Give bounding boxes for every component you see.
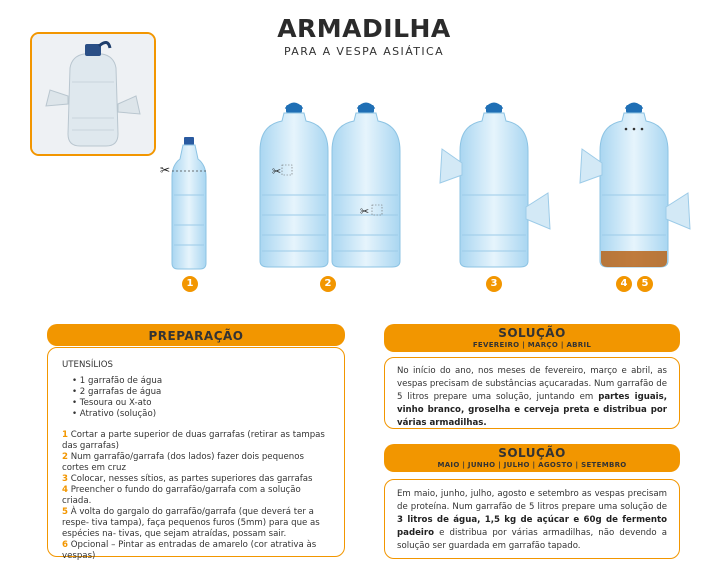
solution1-header (384, 324, 680, 352)
steps-list (62, 430, 330, 562)
preparation-box (47, 347, 345, 561)
solution2-text: Em maio, junho, julho, agosto e setembro as vespas precisam de proteína. Num garrafão de 5 litros prepare uma solução de 3 litros de água, 1,5 kg de açúcar e 60g de fermento padeiro e distribua por várias armadilhas, não devendo a solução ser guardada em garrafão tapado. (397, 489, 667, 551)
solution2-months: MAIO | JUNHO | JULHO | AGOSTO | SETEMBRO (437, 461, 627, 469)
page-subtitle: PARA A VESPA ASIÁTICA (283, 45, 445, 58)
prep-step: 4 Preencher o fundo do garrafão/garrafa com a solução criada. (62, 485, 301, 506)
step-number-4: 4 (616, 276, 632, 292)
trap-photo-image (32, 34, 154, 154)
prep-step: 1 Cortar a parte superior de duas garrafas (retirar as tampas das garrafas) (62, 430, 325, 451)
tool-item: • Atrativo (solução) (72, 409, 157, 419)
tool-item: • 2 garrafas de água (72, 387, 162, 397)
tool-item: • Tesoura ou X-ato (72, 398, 152, 408)
step-number-5: 5 (637, 276, 653, 292)
step2b-scissors-icon: ✂ (360, 205, 370, 218)
step1-bottle (160, 137, 208, 269)
step2b-jug (332, 104, 400, 267)
prep-step: 6 Opcional – Pintar as entradas de amarelo (cor atrativa às vespas) (62, 540, 317, 561)
preparation-header (47, 324, 345, 346)
tool-item: • 1 garrafão de água (72, 376, 163, 386)
step2-jug (260, 104, 328, 267)
step-number-2: 2 (320, 276, 336, 292)
step-number-3: 3 (486, 276, 502, 292)
solution1-box (384, 357, 680, 429)
solution2-header (384, 444, 680, 472)
preparation-title: PREPARAÇÃO (148, 329, 244, 343)
page-title: ARMADILHA (277, 14, 451, 43)
step3-jug (440, 104, 550, 267)
prep-step: 2 Num garrafão/garrafa (dos lados) fazer dois pequenos cortes em cruz (62, 452, 304, 473)
solution1-title: SOLUÇÃO (498, 326, 566, 340)
solution2-title: SOLUÇÃO (498, 446, 566, 460)
prep-step: 5 À volta do gargalo do garrafão/garrafa (que deverá ter a respe- tiva tampa), faça pequenos furos (5mm) para que as espécies na- tivas, que sejam atraídas, possam sair. (62, 507, 320, 539)
solution1-months: FEVEREIRO | MARÇO | ABRIL (472, 341, 592, 349)
tools-heading: UTENSÍLIOS (62, 360, 113, 370)
step1-scissors-icon: ✂ (160, 163, 171, 177)
tools-list (62, 376, 330, 420)
solution2-box (384, 479, 680, 559)
prep-step: 3 Colocar, nesses sítios, as partes superiores das garrafas (62, 474, 313, 484)
step45-jug (580, 104, 690, 267)
solution1-text: No início do ano, nos meses de fevereiro, março e abril, as vespas precisam de substâncias açucaradas. Num garrafão de 5 litros prepare uma solução, juntando em partes iguais, vinho branco, groselha e cerveja preta e distribua por várias armadilhas. (397, 366, 667, 428)
step-number-1: 1 (182, 276, 198, 292)
steps-illustration (150, 95, 710, 275)
step2-scissors-icon: ✂ (272, 165, 282, 178)
trap-photo (30, 32, 156, 156)
